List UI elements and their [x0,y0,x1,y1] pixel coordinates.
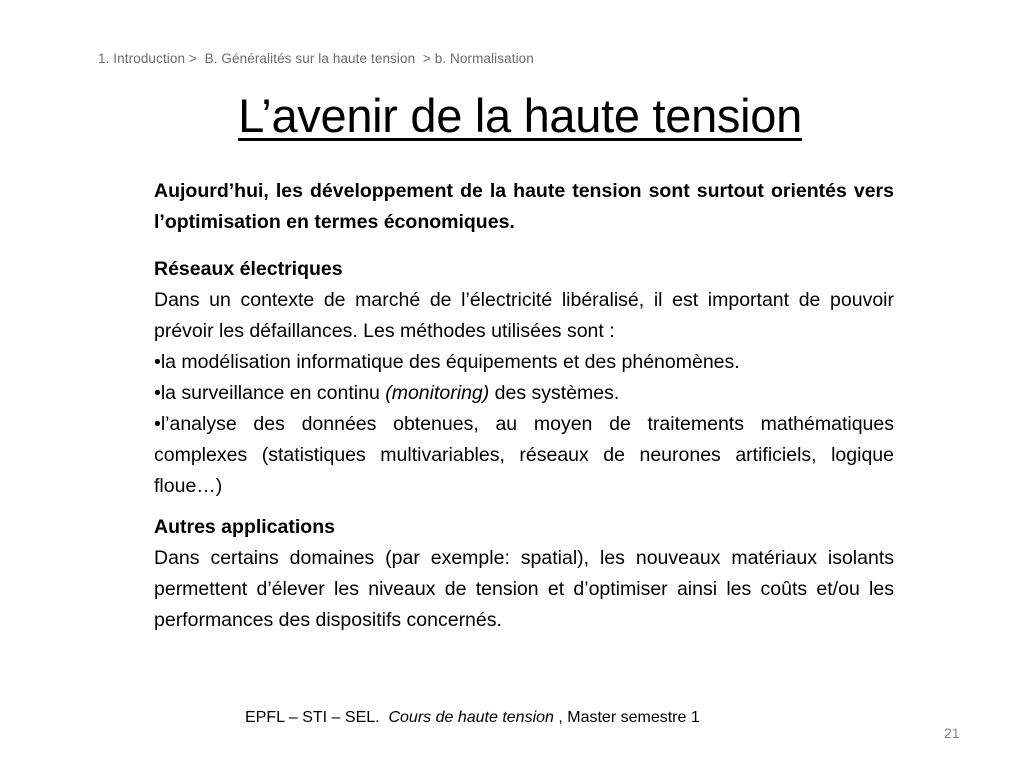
footer [245,709,700,727]
bullet-surveillance [154,378,894,409]
breadcrumb: 1. Introduction > B. Généralités sur la haute tension > b. Normalisation [98,51,534,66]
bullet-modelisation: •la modélisation informatique des équipements et des phénomènes. [154,351,740,373]
bullet-surveillance-em: (monitoring) [385,382,490,404]
slide-body [154,176,894,636]
footer-suffix: , Master semestre 1 [553,709,700,726]
section-text-autres: Dans certains domaines (par exemple: spatial), les nouveaux matériaux isolants permettent d’élever les niveaux de tension et d’optimiser ainsi les coûts et/ou les performances des dispositifs concernés. [154,547,894,631]
bullet-surveillance-pre: •la surveillance en continu [154,382,386,404]
section-text-reseaux: Dans un contexte de marché de l’électricité libéralisé, il est important de pouvoir prévoir les défaillances. Les méthodes utilisées sont : [154,289,894,342]
intro-text: Aujourd’hui, les développement de la haute tension sont surtout orientés vers l’optimisation en termes économiques. [154,180,894,233]
page-title: L’avenir de la haute tension [238,89,802,142]
footer-course: Cours de haute tension [388,709,554,726]
bullet-analyse: •l’analyse des données obtenues, au moyen de traitements mathématiques complexes (statistiques multivariables, réseaux de neurones artificiels, logique floue…) [154,413,894,497]
bullet-surveillance-post: des systèmes. [489,382,620,404]
footer-prefix: EPFL – STI – SEL. [245,709,389,726]
page-number: 21 [944,725,960,741]
section-heading-autres: Autres applications [154,516,335,538]
section-heading-reseaux: Réseaux électriques [154,258,343,280]
